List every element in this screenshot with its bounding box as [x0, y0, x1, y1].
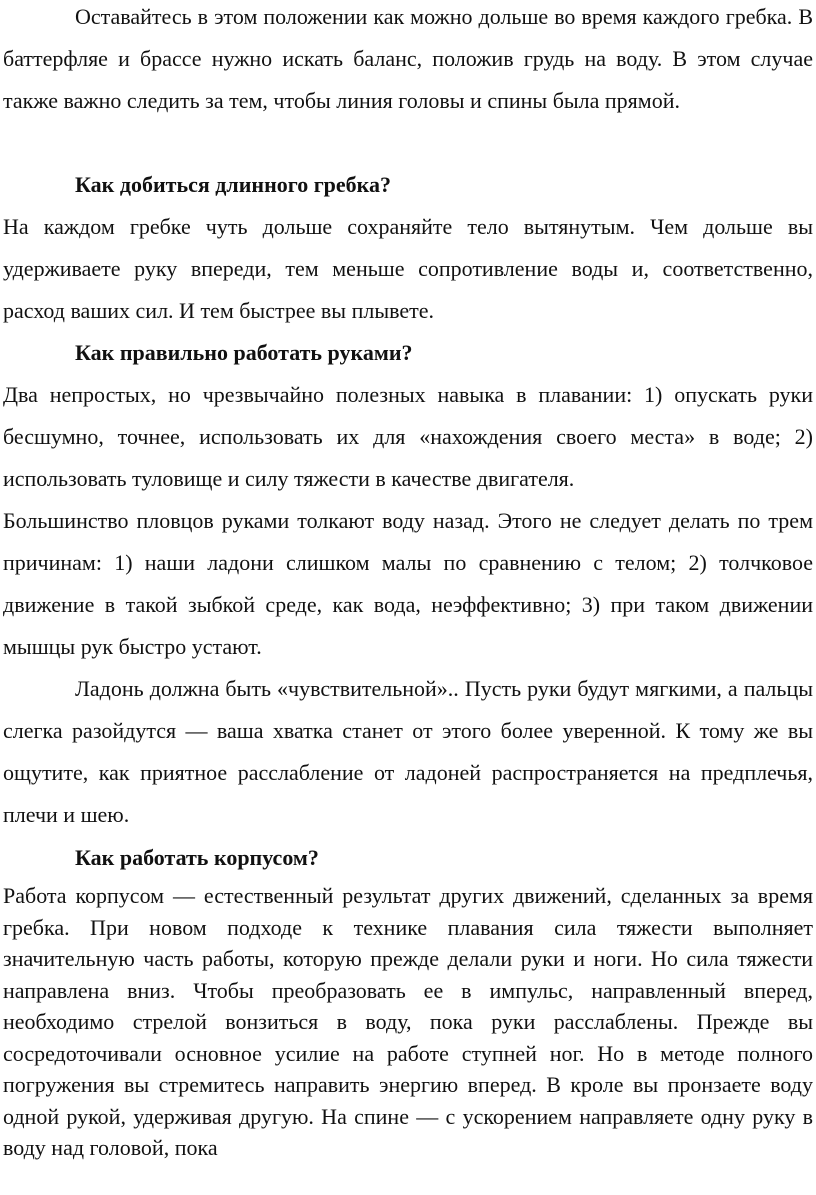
paragraph-core-work: Работа корпусом — естественный результат других движений, сделанных за время гребка. При новом подходе к технике плавания сила тяжести выполняет значительную часть работы, которую прежде делали руки и ноги. Но сила тяжести направлена вниз. Чтобы преобразовать ее в импульс, направленный вперед, необходимо стрелой вонзиться в воду, пока руки расслаблены. Прежде вы сосредоточивали основное усилие на работе ступней ног. Но в методе полного погружения вы стремитесь направить энергию вперед. В кроле вы пронзаете воду одной рукой, удерживая другую. На спине — с ускорением направляете одну руку в воду над головой, пока: [3, 883, 813, 1160]
paragraph-two-skills: Два непростых, но чрезвычайно полезных навыка в плавании: 1) опускать руки бесшумно, точнее, использовать их для «нахождения своего места» в воде; 2) использовать туловище и силу тяжести в качестве двигателя.: [3, 382, 813, 491]
heading-core-work: Как работать корпусом?: [75, 845, 319, 870]
paragraph-pushing-water: Большинство пловцов руками толкают воду назад. Этого не следует делать по трем причинам: 1) наши ладони слишком малы по сравнению с телом; 2) толчковое движение в такой зыбкой среде, как вода, неэффективно; 3) при таком движении мышцы рук быстро устают.: [3, 508, 813, 659]
paragraph-body-position: Оставайтесь в этом положении как можно дольше во время каждого гребка. В баттерфляе и брассе нужно искать баланс, положив грудь на воду. В этом случае также важно следить за тем, чтобы линия головы и спины была прямой.: [3, 4, 813, 113]
heading-long-stroke: Как добиться длинного гребка?: [75, 172, 392, 197]
paragraph-long-stroke: На каждом гребке чуть дольше сохраняйте тело вытянутым. Чем дольше вы удерживаете руку впереди, тем меньше сопротивление воды и, соответственно, расход ваших сил. И тем быстрее вы плывете.: [3, 214, 813, 323]
paragraph-sensitive-palm: Ладонь должна быть «чувствительной».. Пусть руки будут мягкими, а пальцы слегка разойдутся — ваша хватка станет от этого более уверенной. К тому же вы ощутите, как приятное расслабление от ладоней распространяется на предплечья, плечи и шею.: [3, 676, 813, 827]
heading-arm-work: Как правильно работать руками?: [75, 340, 413, 365]
